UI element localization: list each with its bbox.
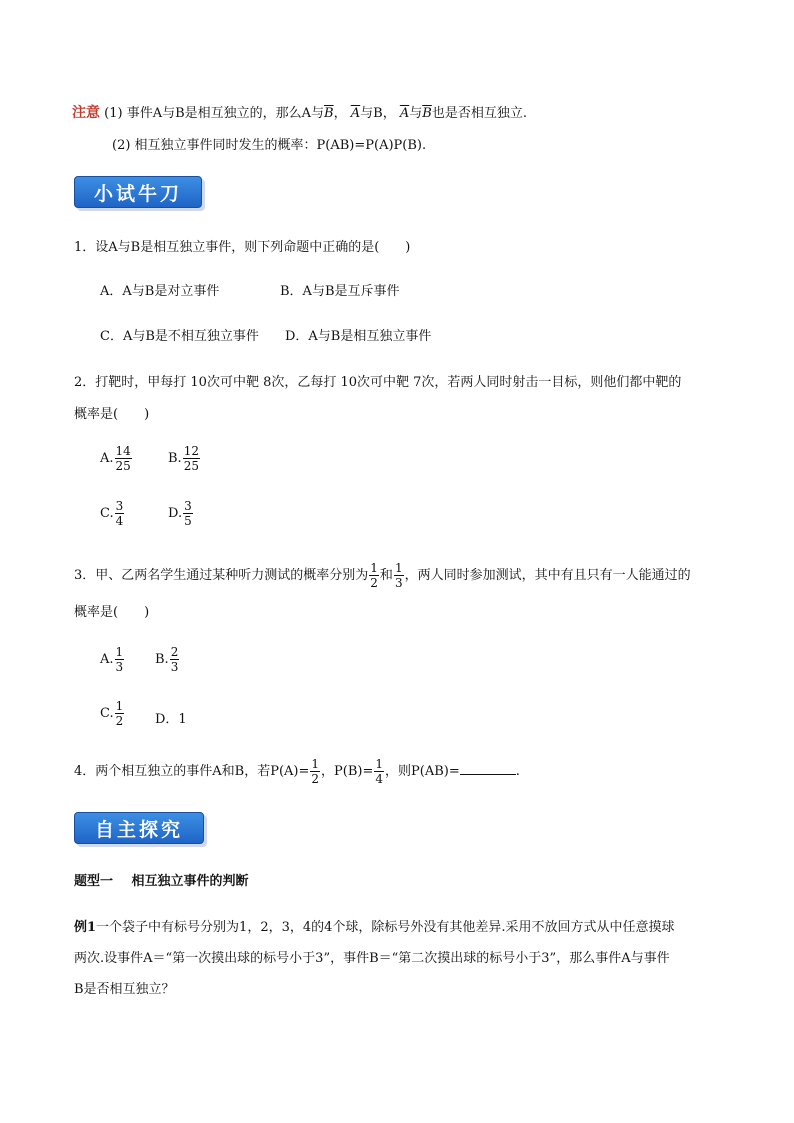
q3-b-den: 3	[170, 660, 179, 674]
ex1-text-1: 一个袋子中有标号分别为1，2，3，4的4个球，除标号外没有其他差异.采用不放回方式从中任意摸球	[96, 920, 675, 935]
q3-stem-post: ，两人同时参加测试，其中有且只有一人能通过的	[404, 568, 691, 583]
q3-option-a	[100, 645, 125, 674]
q4-f2-num: 1	[375, 757, 384, 771]
q4-answer-blank[interactable]	[460, 762, 516, 775]
q3-a-num: 1	[115, 645, 124, 659]
q4-post: ，则P(AB)=	[385, 764, 460, 779]
q3-fraction-1	[369, 561, 379, 590]
q4-pre: 4．两个相互独立的事件A和B，若P(A)=	[74, 764, 310, 779]
q2-b-den: 25	[183, 459, 199, 473]
q3-a-label: A.	[100, 652, 114, 667]
q3-option-b	[155, 645, 180, 674]
q1-option-b: B．A与B是互斥事件	[280, 284, 400, 299]
q2-c-label: C.	[100, 506, 114, 521]
note-text-1c: 也是否相互独立.	[431, 106, 527, 121]
q2-option-b	[168, 444, 201, 473]
q4-fraction-2	[374, 757, 384, 786]
q3-c-num: 1	[115, 699, 124, 713]
type1-title: 相互独立事件的判断	[131, 874, 249, 889]
q3-and: 和	[379, 568, 393, 583]
q2-c-num: 3	[115, 499, 124, 513]
q3-f1-num: 1	[370, 561, 378, 575]
q4-mid: ，P(B)=	[321, 764, 374, 779]
q1-option-d: D．A与B是相互独立事件	[285, 329, 432, 344]
q2-b-num: 12	[183, 444, 199, 458]
q2-a-num: 14	[115, 444, 131, 458]
q2-a-fraction	[115, 444, 132, 473]
type1-heading	[74, 870, 249, 889]
q3-f2-den: 3	[394, 576, 403, 590]
q2-b-label: B.	[168, 451, 182, 466]
q2-d-fraction	[183, 499, 193, 528]
q2-b-fraction	[183, 444, 200, 473]
note-line-1	[72, 102, 527, 122]
ex1-line-2: 两次.设事件A＝“第一次摸出球的标号小于3”，事件B＝“第二次摸出球的标号小于3”，那么事件A与事件	[74, 951, 670, 966]
note-abar-2: $\overline{A}$	[399, 106, 410, 121]
note-label: 注意	[72, 105, 100, 121]
q2-d-label: D.	[168, 506, 183, 521]
q3-c-fraction	[115, 699, 125, 728]
note-text-1b: 与B，	[360, 106, 396, 121]
q1-stem: 1．设A与B是相互独立事件，则下列命题中正确的是( )	[74, 240, 411, 255]
q2-a-den: 25	[115, 459, 131, 473]
q2-option-c	[100, 499, 125, 528]
type1-label: 题型一	[74, 874, 114, 889]
ex1-line-1	[74, 916, 675, 935]
q3-f1-den: 2	[370, 576, 378, 590]
q2-option-d	[168, 499, 194, 528]
ex1-label: 例1	[74, 920, 97, 935]
q3-b-label: B.	[155, 652, 169, 667]
q2-stem-2: 概率是( )	[74, 407, 150, 422]
note-comma: ，	[333, 106, 347, 121]
q4-end: .	[515, 764, 520, 779]
note-line-2: (2) 相互独立事件同时发生的概率：P(AB)=P(A)P(B).	[112, 138, 427, 153]
q3-option-d: D．1	[155, 712, 187, 727]
q3-fraction-2	[394, 561, 404, 590]
q2-c-fraction	[115, 499, 125, 528]
q2-c-den: 4	[115, 514, 124, 528]
q2-d-den: 5	[184, 514, 192, 528]
section-banner-explore: 自主探究	[74, 812, 204, 844]
q3-b-fraction	[170, 645, 180, 674]
q3-a-fraction	[115, 645, 125, 674]
q3-stem-1	[74, 561, 691, 590]
q3-b-num: 2	[170, 645, 179, 659]
q2-option-a	[100, 444, 133, 473]
q2-stem-1: 2．打靶时，甲每打 10次可中靶 8次，乙每打 10次可中靶 7次，若两人同时射击一目标，则他们都中靶的	[74, 375, 682, 390]
q4-f1-num: 1	[311, 757, 320, 771]
ex1-line-3: B是否相互独立？	[74, 982, 175, 997]
q4-fraction-1	[310, 757, 320, 786]
q2-a-label: A.	[100, 451, 114, 466]
note-text-1a: (1) 事件A与B是相互独立的，那么A与	[104, 106, 325, 121]
note-bbar: $\overline{B}$	[324, 106, 334, 121]
q3-stem-2: 概率是( )	[74, 605, 150, 620]
q1-option-a: A．A与B是对立事件	[100, 284, 220, 299]
q4-f1-den: 2	[311, 772, 320, 786]
q3-f2-num: 1	[394, 561, 403, 575]
q2-d-num: 3	[184, 499, 192, 513]
q3-a-den: 3	[115, 660, 124, 674]
q1-option-c: C．A与B是不相互独立事件	[100, 329, 259, 344]
q3-stem-pre: 3．甲、乙两名学生通过某种听力测试的概率分别为	[74, 568, 369, 583]
note-bbar-2: $\overline{B}$	[422, 106, 432, 121]
note-and: 与	[409, 106, 423, 121]
section-banner-practice: 小试牛刀	[74, 176, 202, 208]
note-abar: $\overline{A}$	[350, 106, 361, 121]
q4-f2-den: 4	[375, 772, 384, 786]
q3-option-c	[100, 699, 125, 728]
q3-c-den: 2	[115, 714, 124, 728]
q4-stem	[74, 757, 520, 786]
q3-c-label: C.	[100, 706, 114, 721]
